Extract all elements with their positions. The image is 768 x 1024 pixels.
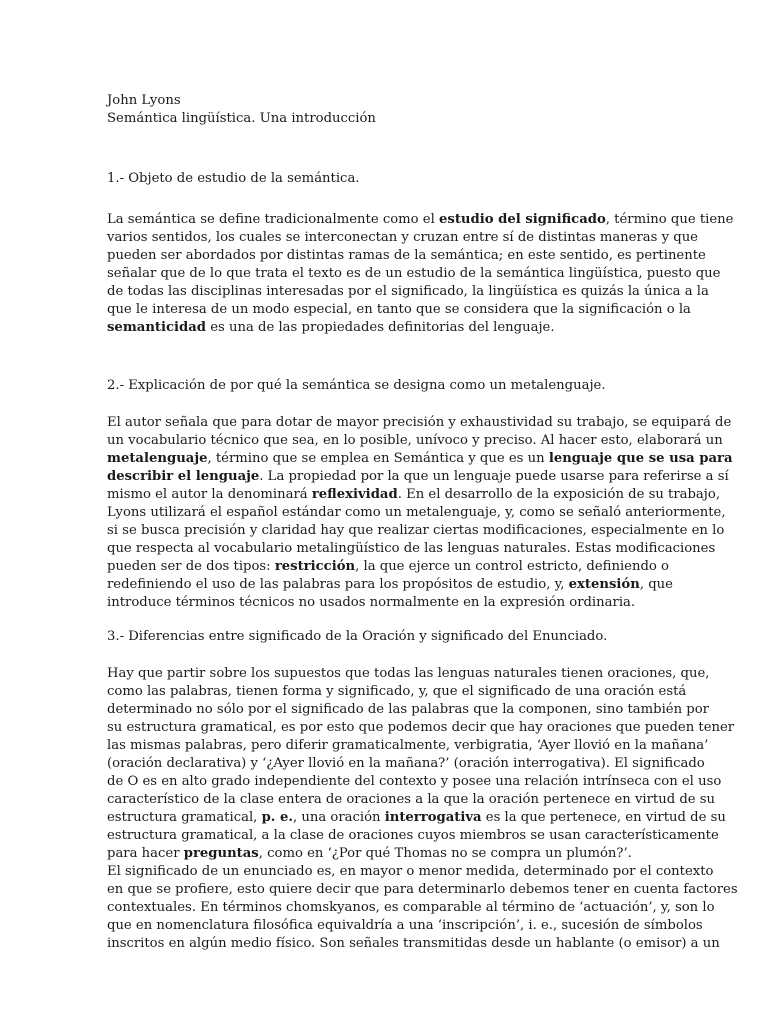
text-run: un vocabulario técnico que sea, en lo posible, unívoco y preciso. Al hacer esto, elaborará un xyxy=(107,433,723,448)
text-line xyxy=(107,737,709,755)
text-line xyxy=(107,594,661,612)
text-line xyxy=(107,899,715,917)
text-run: Hay que partir sobre los supuestos que todas las lenguas naturales tienen oraciones, que, xyxy=(107,666,710,681)
section-2-heading: 2.- Explicación de por qué la semántica se designa como un metalenguaje. xyxy=(107,378,606,393)
text-line xyxy=(107,701,709,719)
text-run: característico de la clase entera de oraciones a la que la oración pertenece en virtud de su xyxy=(107,792,716,807)
text-line xyxy=(107,486,721,504)
text-line xyxy=(107,247,706,265)
text-run: , término que tiene xyxy=(605,212,734,227)
section-2-paragraph-1 xyxy=(107,414,733,612)
bold-term: describir el lenguaje xyxy=(107,469,260,484)
text-run: , una oración xyxy=(292,810,385,825)
text-run: , como en ‘¿Por qué Thomas no se compra un plumón?’. xyxy=(258,846,632,861)
text-run: varios sentidos, los cuales se interconectan y cruzan entre sí de distintas maneras y que xyxy=(107,230,698,245)
text-run: contextuales. En términos chomskyanos, es comparable al término de ‘actuación’, y, son lo xyxy=(107,900,715,915)
text-run: si se busca precisión y claridad hay que realizar ciertas modificaciones, especialmente en lo xyxy=(107,523,725,538)
text-line xyxy=(107,827,719,845)
bold-term: semanticidad xyxy=(107,320,207,335)
text-run: las mismas palabras, pero diferir gramaticalmente, verbigratia, ‘Ayer llovió en la mañana’ xyxy=(107,738,709,753)
text-run: inscritos en algún medio físico. Son señales transmitidas desde un hablante (o emisor) a un xyxy=(107,936,720,951)
text-line xyxy=(107,504,726,522)
text-run: pueden ser abordados por distintas ramas de la semántica; en este sentido, es pertinente xyxy=(107,248,706,263)
section-3-paragraph-1 xyxy=(107,665,735,863)
bold-term: metalenguaje xyxy=(107,451,208,466)
text-line xyxy=(107,935,720,953)
text-run: La semántica se define tradicionalmente como el xyxy=(107,212,440,227)
text-run: redefiniendo el uso de las palabras para los propósitos de estudio, y, xyxy=(107,577,569,592)
text-run: (oración declarativa) y ‘¿Ayer llovió en la mañana?’ (oración interrogativa). El significado xyxy=(107,756,705,771)
text-line xyxy=(107,809,726,827)
text-run: estructura gramatical, xyxy=(107,810,262,825)
text-run: El significado de un enunciado es, en mayor o menor medida, determinado por el contexto xyxy=(107,864,714,879)
text-run: . En el desarrollo de la exposición de su trabajo, xyxy=(397,487,721,502)
text-run: que respecta al vocabulario metalingüístico de las lenguas naturales. Estas modificaciones xyxy=(107,541,716,556)
section-3-paragraph-2 xyxy=(107,863,738,953)
text-line xyxy=(107,319,661,337)
bold-term: p. e. xyxy=(261,810,293,825)
text-line xyxy=(107,558,669,576)
text-run: que en nomenclatura filosófica equivaldría a una ‘inscripción’, i. e., sucesión de símbolos xyxy=(107,918,703,933)
bold-term: estudio del significado xyxy=(439,212,606,227)
text-run: , término que se emplea en Semántica y que es un xyxy=(207,451,549,466)
text-run: estructura gramatical, a la clase de oraciones cuyos miembros se usan característicamente xyxy=(107,828,719,843)
text-run: introduce términos técnicos no usados normalmente en la expresión ordinaria. xyxy=(107,595,636,610)
text-line xyxy=(107,773,722,791)
text-line xyxy=(107,576,673,594)
text-line xyxy=(107,845,661,863)
text-run: . La propiedad por la que un lenguaje puede usarse para referirse a sí xyxy=(259,469,729,484)
text-run: es una de las propiedades definitorias del lenguaje. xyxy=(206,320,555,335)
text-line xyxy=(107,755,705,773)
bold-term: restricción xyxy=(274,559,356,574)
text-run: El autor señala que para dotar de mayor precisión y exhaustividad su trabajo, se equipará de xyxy=(107,415,732,430)
text-line xyxy=(107,917,703,935)
text-run: Lyons utilizará el español estándar como un metalenguaje, y, como se señaló anteriormente, xyxy=(107,505,726,520)
text-run: de todas las disciplinas interesadas por el significado, la lingüística es quizás la única a la xyxy=(107,284,709,299)
text-line xyxy=(107,683,687,701)
bold-term: interrogativa xyxy=(384,810,482,825)
bold-term: lenguaje que se usa para xyxy=(548,451,733,466)
text-run: señalar que de lo que trata el texto es de un estudio de la semántica lingüística, puesto que xyxy=(107,266,721,281)
text-run: pueden ser de dos tipos: xyxy=(107,559,275,574)
text-run: como las palabras, tienen forma y significado, y, que el significado de una oración está xyxy=(107,684,687,699)
text-line xyxy=(107,863,714,881)
section-1-paragraph-1 xyxy=(107,211,734,337)
text-run: para hacer xyxy=(107,846,184,861)
text-line xyxy=(107,719,735,737)
text-line xyxy=(107,468,729,486)
text-line xyxy=(107,432,723,450)
bold-term: extensión xyxy=(568,577,640,592)
text-run: mismo el autor la denominará xyxy=(107,487,312,502)
text-run: determinado no sólo por el significado de las palabras que la componen, sino también por xyxy=(107,702,709,717)
text-line xyxy=(107,791,716,809)
text-line xyxy=(107,283,709,301)
book-title: Semántica lingüística. Una introducción xyxy=(107,111,376,126)
text-line xyxy=(107,665,710,683)
text-line xyxy=(107,540,716,558)
section-3-heading: 3.- Diferencias entre significado de la Oración y significado del Enunciado. xyxy=(107,629,608,644)
text-line xyxy=(107,301,691,319)
text-run: en que se profiere, esto quiere decir que para determinarlo debemos tener en cuenta factores xyxy=(107,882,738,897)
section-1-heading: 1.- Objeto de estudio de la semántica. xyxy=(107,171,360,186)
text-line xyxy=(107,414,732,432)
text-run: , que xyxy=(639,577,673,592)
text-run: , la que ejerce un control estricto, definiendo o xyxy=(355,559,669,574)
document-body xyxy=(107,92,738,953)
author-name: John Lyons xyxy=(107,93,181,108)
text-line xyxy=(107,881,738,899)
bold-term: preguntas xyxy=(183,846,259,861)
text-line xyxy=(107,265,721,283)
text-run: su estructura gramatical, es por esto que podemos decir que hay oraciones que pueden tener xyxy=(107,720,735,735)
text-run: que le interesa de un modo especial, en tanto que se considera que la significación o la xyxy=(107,302,691,317)
text-line xyxy=(107,450,733,468)
text-run: de O es en alto grado independiente del contexto y posee una relación intrínseca con el uso xyxy=(107,774,722,789)
text-line xyxy=(107,522,725,540)
text-line xyxy=(107,229,698,247)
text-line xyxy=(107,211,734,229)
text-run: es la que pertenece, en virtud de su xyxy=(481,810,726,825)
bold-term: reflexividad xyxy=(311,487,398,502)
